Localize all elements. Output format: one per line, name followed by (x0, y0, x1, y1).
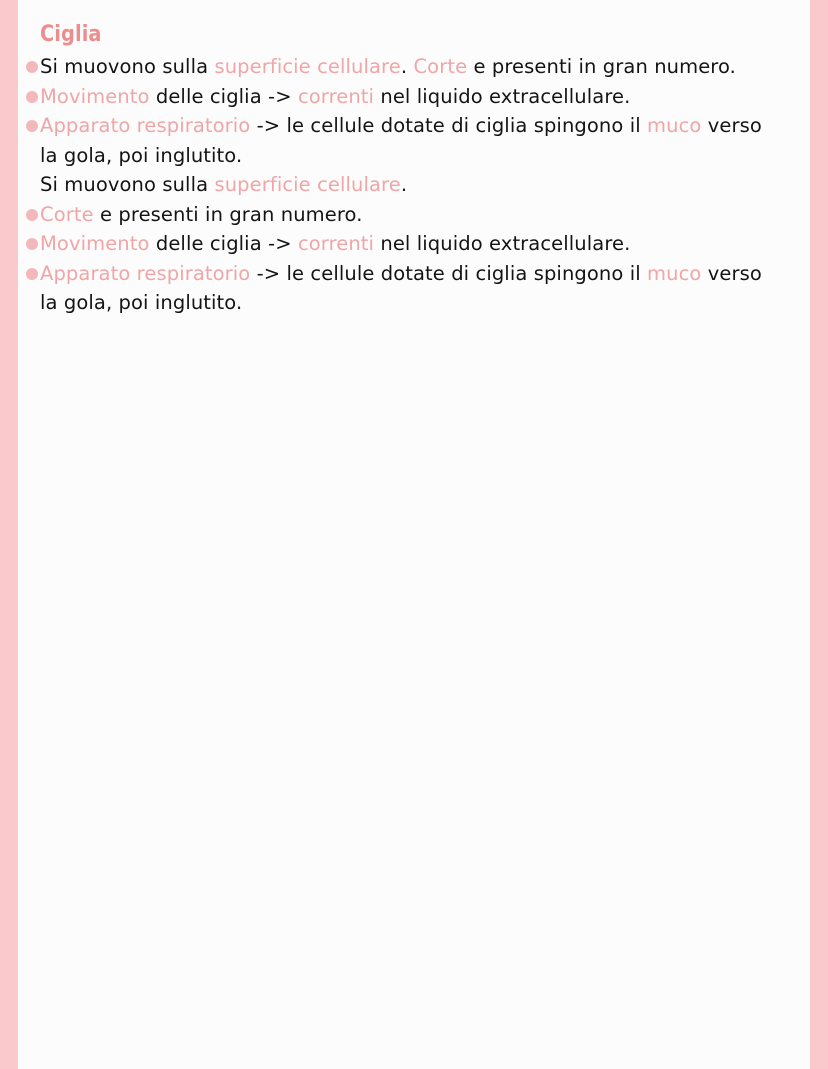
highlight-term: muco (647, 114, 702, 137)
text-segment: . (400, 55, 414, 78)
bullet-item-respiratory (22, 259, 802, 289)
highlight-term: superficie cellulare (214, 55, 401, 78)
highlight-term: correnti (297, 84, 375, 108)
highlight-term: Corte (413, 55, 468, 78)
notes-content (22, 18, 802, 318)
highlight-term: correnti (297, 232, 375, 255)
page-title: Ciglia (40, 22, 102, 47)
bullet-item-movement (22, 229, 802, 259)
text-segment: verso (701, 114, 762, 137)
bullet-item-movement (22, 82, 802, 112)
left-page-border (0, 0, 18, 1069)
bullet-continuation: la gola, poi inglutito. (40, 291, 243, 314)
text-segment: e presenti in gran numero. (467, 55, 736, 78)
text-segment: delle ciglia -> (149, 232, 298, 255)
bullet-dot-icon (26, 61, 38, 73)
highlight-term: superficie cellulare (214, 173, 401, 196)
text-segment: -> le cellule dotate di ciglia spingono il (250, 114, 648, 137)
intro-line (22, 170, 802, 200)
highlight-term: Apparato respiratorio (40, 114, 251, 137)
highlight-term: Apparato respiratorio (40, 261, 251, 285)
text-segment: . (400, 173, 408, 196)
bullet-continuation: la gola, poi inglutito. (40, 143, 243, 167)
text-segment: delle ciglia -> (149, 84, 298, 108)
text-segment: -> le cellule dotate di ciglia spingono il (250, 261, 648, 285)
text-segment: nel liquido extracellulare. (374, 232, 631, 255)
text-segment: nel liquido extracellulare. (374, 84, 631, 108)
bullet-dot-icon (26, 91, 38, 103)
highlight-term: muco (647, 261, 702, 285)
text-segment: e presenti in gran numero. (93, 202, 363, 226)
text-segment: Si muovono sulla (40, 55, 215, 78)
bullet-item-short (22, 200, 802, 230)
bullet-item-surface (22, 52, 802, 82)
right-page-border (810, 0, 828, 1069)
bullet-dot-icon (26, 238, 38, 250)
highlight-term: Movimento (40, 232, 150, 255)
bullet-dot-icon (26, 268, 38, 280)
text-segment: verso (701, 261, 762, 285)
highlight-term: Movimento (40, 84, 150, 108)
bullet-item-respiratory (22, 111, 802, 141)
bullet-dot-icon (26, 120, 38, 132)
bullet-dot-icon (26, 209, 38, 221)
highlight-term: Corte (40, 202, 94, 226)
text-segment: Si muovono sulla (40, 173, 215, 196)
